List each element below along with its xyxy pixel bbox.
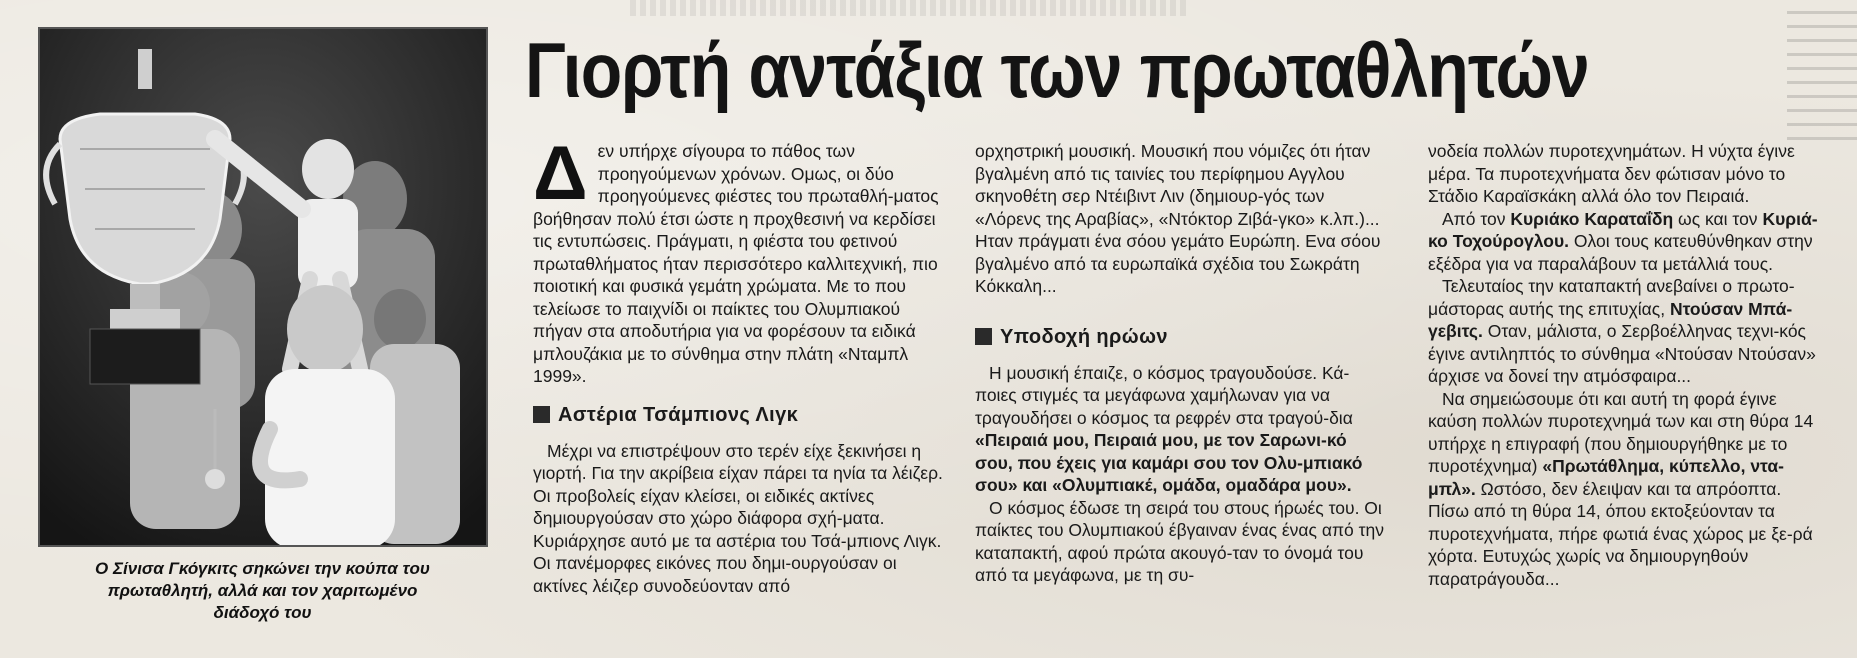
caption-line: διάδοχό του <box>213 603 312 622</box>
subheading-text: Υποδοχή ηρώων <box>1000 325 1168 348</box>
body-paragraph: Μέχρι να επιστρέψουν στο τερέν είχε ξεκινήσει η γιορτή. Για την ακρίβεια είχαν πάρει τα ηνία τα λέιζερ. Οι προβολείς είχαν κλείσει, οι ειδικές ακτίνες δημιουργούσαν στο χώρο διάφορα σχή-ματα. Κυριάρχησε αυτό με τα αστέρια του Τσά-μπιονς Λιγκ. Οι πανέμορφες εικόνες που δημι-ουργούσαν οι ακτίνες λέιζερ συνοδεύονταν από <box>533 440 943 596</box>
caption-line: πρωταθλητή, αλλά και τον χαριτωμένο <box>107 581 418 600</box>
paragraph-text: Ολοι τους κατευθύνθηκαν στην εξέδρα για να παραλάβουν τα μετάλλιά τους. <box>1428 231 1813 274</box>
intro-text: εν υπήρχε σίγουρα το πάθος των προηγούμενων χρόνων. Ομως, οι δύο προηγούμενες φιέστες του πρωταθλή-ματος βοήθησαν πολύ έτσι ώστε η προχθεσινή να κερδίσει τις εντυπώσεις. Πράγματι, η φιέστα του φετινού πρωταθλήματος ήταν περισσότερο καλλιτεχνική, πιο ποιοτική και φυσικά γεμάτη χρώματα. Με το που τελείωσε το παιχνίδι οι παίκτες του Ολυμπιακού πήγαν στα αποδυτήρια για να φορέσουν τα ειδικά μπλουζάκια με το σύνθημα στην πλάτη «Νταμπλ 1999». <box>533 141 939 386</box>
bleed-through-text <box>630 0 1190 16</box>
subheading <box>533 402 948 428</box>
paragraph-text: Η μουσική έπαιζε, ο κόσμος τραγουδούσε. Κά-ποιες στιγμές τα μεγάφωνα χαμήλωναν για να τραγουδήσει ο κόσμος τα ρεφρέν στα τραγού-δια <box>975 362 1353 428</box>
subheading-text: Αστέρια Τσάμπιονς Λιγκ <box>558 403 799 426</box>
drop-cap: Δ <box>533 131 588 216</box>
trophy-celebration-photo <box>38 27 488 547</box>
paragraph-text: Ωστόσο, δεν έλειψαν και τα απρόοπτα. Πίσω από τη θύρα 14, όπου εκτοξεύονταν τα πυροτεχνήματα, πήρε φωτιά ένας χώρος με ξε-ρά χόρτα. Ευτυχώς χωρίς να δημιουργηθούν παρατράγουδα... <box>1428 478 1813 589</box>
player-name: Κυριάκο Καραταΐδη <box>1510 208 1674 229</box>
article-column-1 <box>533 131 948 597</box>
photo-illustration <box>40 29 486 545</box>
body-paragraph <box>1428 208 1820 276</box>
paragraph-text: ως και τον <box>1673 208 1763 229</box>
square-bullet-icon <box>533 406 550 423</box>
square-bullet-icon <box>975 328 992 345</box>
caption-line: Ο Σίνισα Γκόγκιτς σηκώνει την κούπα του <box>95 559 430 578</box>
article-headline: Γιορτή αντάξια των πρωταθλητών <box>525 26 1589 114</box>
coach-name: Ντούσαν Μπά-γεβιτς. <box>1428 298 1793 341</box>
paragraph-text: Από τον <box>1442 208 1511 229</box>
body-paragraph: Ο κόσμος έδωσε τη σειρά του στους ήρωές του. Οι παίκτες του Ολυμπιακού έβγαιναν ένας ένας από την καταπακτή, αφού πρώτα ακουγό-ταν το όνομά του από τα μεγάφωνα, με τη συ- <box>975 497 1385 585</box>
body-paragraph <box>975 362 1385 497</box>
body-paragraph <box>1428 388 1820 591</box>
player-name: Κυριά-κο Τοχούρογλου. <box>1428 208 1818 251</box>
subheading <box>975 324 1385 350</box>
body-paragraph: νοδεία πολλών πυροτεχνημάτων. Η νύχτα έγινε μέρα. Τα πυροτεχνήματα δεν φώτισαν μόνο το Στάδιο Καραϊσκάκη αλλά όλο τον Πειραιά. <box>1428 141 1795 206</box>
fireworks-slogan: «Πρωτάθλημα, κύπελλο, ντα-μπλ». <box>1428 456 1784 499</box>
paragraph-text: Να σημειώσουμε ότι και αυτή τη φορά έγινε καύση πολλών πυροτεχνημά των και στη θύρα 14 υπήρχε η επιγραφή (που δημιουργήθηκε με το πυροτέχνημα) <box>1428 388 1814 476</box>
paragraph-text: Οταν, μάλιστα, ο Σερβοέλληνας τεχνι-κός έγινε αντιληπτός το σύνθημα «Ντούσαν Ντούσαν» άρχισε να δονεί την ατμόσφαιρα... <box>1428 321 1816 386</box>
photo-caption <box>40 558 485 624</box>
article-column-3 <box>1428 140 1820 590</box>
article-column-2 <box>975 140 1385 587</box>
body-paragraph: ορχηστρική μουσική. Μουσική που νόμιζες ότι ήταν βγαλμένη από τις ταινίες του περίφημου Αγγλου σκηνοθέτη σερ Ντέιβιντ Λιν (δημιουρ-γός των «Λόρενς της Αραβίας», «Ντόκτορ Ζιβά-γκο» κ.λπ.)... Ηταν πράγματι ένα σόου γεμάτο Ευρώπη. Ενα σόου βγαλμένο από τα ευρωπαϊκά σχέδια του Σωκράτη Κόκκαλη... <box>975 141 1381 296</box>
paragraph-text: Τελευταίος την καταπακτή ανεβαίνει ο πρωτο-μάστορας αυτής της επιτυχίας, <box>1428 276 1795 319</box>
chant-lyrics: «Πειραιά μου, Πειραιά μου, με τον Σαρωνι-κό σου, που έχεις για καμάρι σου τον Ολυ-μπιακό σου» και «Ολυμπιακέ, ομάδα, ομαδάρα μου». <box>975 430 1363 495</box>
adjacent-column-edge <box>1787 0 1857 140</box>
body-paragraph <box>1428 275 1820 388</box>
intro-paragraph <box>533 131 948 388</box>
